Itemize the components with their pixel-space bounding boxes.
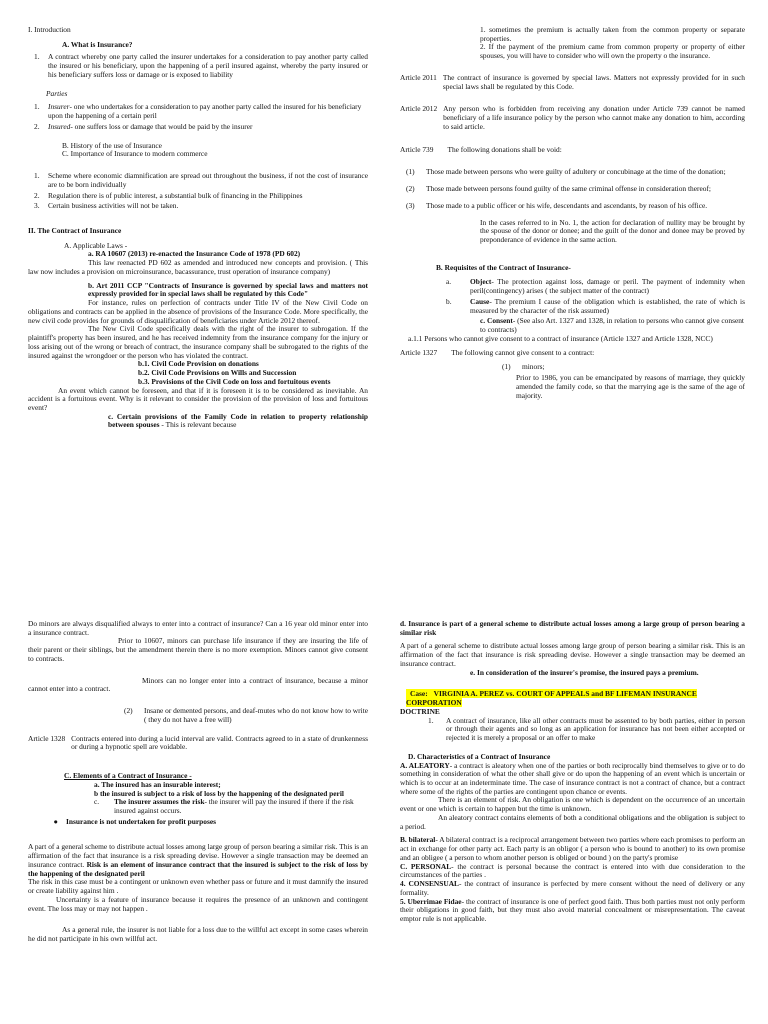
minors-note: Prior to 1986, you can be emancipated by reasons of marriage, they quickly amended the family code, so that the marrying age is the same of the age of majority. bbox=[516, 373, 745, 400]
article-label: Article 2012 bbox=[400, 104, 438, 114]
requisite-number: a. bbox=[446, 277, 452, 287]
case-label: Case: bbox=[406, 689, 428, 698]
quadrant-top-right bbox=[400, 26, 745, 405]
minors-question: Do minors are always disqualified always to enter into a contract of insurance? Can a 16 year old minor enter into a insurance contract. bbox=[28, 619, 368, 637]
article-label: Article 739 bbox=[400, 144, 434, 154]
element-number: c. bbox=[94, 797, 100, 807]
element-term: The insurer assumes the risk bbox=[114, 797, 205, 807]
prior-ra-text: Prior to 10607, minors can purchase life insurance if they are insuring the life of their parent or their siblings, but the amendment therein there is no more exemption. Minors cannot give consent to contracts. bbox=[28, 636, 368, 663]
nonprofit-text: Insurance is not undertaken for profit purposes bbox=[66, 816, 217, 826]
article-text: The contract of insurance is governed by special laws. Matters not expressly provided for in such special laws shall be regulated by this Code. bbox=[442, 72, 745, 91]
insane-item bbox=[118, 707, 368, 724]
element-c bbox=[88, 798, 368, 815]
family-code-label: c. Certain provisions of the Family Code in relation to property relationship between spouses bbox=[108, 411, 368, 430]
requisite-term: Object bbox=[470, 277, 492, 287]
aleatory-term: A. ALEATORY bbox=[400, 760, 450, 770]
importance-item bbox=[28, 192, 368, 201]
quadrant-top-left bbox=[28, 26, 368, 430]
insane-text: Insane or demented persons, and deaf-mutes who do not know how to write ( they do not have a free will) bbox=[144, 706, 368, 724]
contingent-text: The risk in this case must be a contingent or unknown even whether pass or future and it must damnify the insured or create liability against him . bbox=[28, 877, 368, 896]
void-number: (2) bbox=[406, 184, 415, 194]
article-1327 bbox=[400, 349, 745, 358]
void-donation-item bbox=[400, 168, 745, 177]
what-is-insurance-heading: A. What is Insurance? bbox=[62, 39, 133, 49]
minors-item bbox=[496, 363, 745, 372]
art2011-label: b. Art 2011 CCP "Contracts of Insurance is governed by special laws and matters not expressly provided for in special laws shall be regulated by this Code" bbox=[88, 280, 368, 299]
minors-no-longer: Minors can no longer enter into a contract of insurance, because a minor cannot enter into a contract. bbox=[28, 675, 368, 694]
importance-text: Regulation there is of public interest, a substantial bulk of financing in the Philippines bbox=[48, 190, 303, 200]
scheme-text: A part of a general scheme to distribute actual losses among large group of person bearing a similar risk. This is an affirmation of the fact that insurance is risk spreading devise. However a single transaction may be deemed an insurance contract. bbox=[400, 641, 745, 668]
void-donation-item bbox=[400, 185, 745, 194]
article-text: Any person who is forbidden from receiving any donation under Article 739 cannot be named beneficiary of a life insurance policy by the person who cannot make any donation to him, according to said article. bbox=[443, 104, 745, 131]
contract-heading: II. The Contract of Insurance bbox=[28, 226, 122, 236]
doctrine-item bbox=[422, 717, 745, 743]
bullet-icon: ● bbox=[53, 816, 58, 826]
fortuitous-text: An event which cannot be foreseen, and that if it is foreseen it is to be considered as inevitable. An accident is a fortuitous event. Why is it relevant to consider the provision of the provision of loss and fortuitous event? bbox=[28, 385, 368, 412]
minors-text: minors; bbox=[522, 362, 545, 372]
importance-heading: C. Importance of Insurance to modern commerce bbox=[62, 149, 208, 159]
importance-number: 3. bbox=[34, 201, 40, 211]
intro-heading: I. Introduction bbox=[28, 25, 71, 34]
consideration-label: e. In consideration of the insurer's promise, the insured pays a premium. bbox=[470, 667, 699, 677]
party-number: 1. bbox=[34, 102, 40, 112]
article-1328 bbox=[28, 735, 368, 752]
uberrimae-fidae-term: 5. Uberrimae Fidae bbox=[400, 896, 462, 906]
art2011-text-2: The New Civil Code specifically deals with the right of the insurer to subrogation. If the plaintiff's property has been insured, and he has received indemnity from the insurance company for the injury or loss arising out of the wrong or breach of contract, the insurance company shall be subrogated to the rights of the insured against the wrongdoer or the person who has violated the contract. bbox=[28, 324, 368, 360]
doctrine-number: 1. bbox=[428, 715, 434, 725]
party-text: - one who undertakes for a consideration to pay another party called the insured for his beneficiary upon the happening of a certain peril bbox=[48, 102, 362, 121]
quadrant-bottom-right bbox=[400, 620, 745, 924]
family-code-text: - This is relevant because bbox=[159, 420, 237, 430]
common-property-note-1: 1. sometimes the premium is actually taken from the common property or separate properties. bbox=[480, 25, 745, 43]
civil-code-loss: b.3. Provisions of the Civil Code on loss and fortuitous events bbox=[138, 376, 331, 386]
consent-text: - (See also Art. 1327 and 1328, in relation to persons who cannot give consent to contracts) bbox=[480, 316, 744, 335]
requisite-cause bbox=[440, 298, 745, 315]
article-label: Article 2011 bbox=[400, 72, 437, 82]
ra-text: This law reenacted PD 602 as amended and introduced new concepts and provision. ( This law now includes a provision on microinsurance, bacassurance, trust operation of insurance company) bbox=[28, 258, 368, 276]
ra-label: a. RA 10607 (2013) re-enacted the Insurance Code of 1978 (PD 602) bbox=[88, 249, 301, 259]
aleatory-text: - a contract is aleatory when one of the parties or both reciprocally bind themselves to give or to do something in consideration of what the other shall give or do upon the happening of an event which is uncertain or which is to occur at an indeterminate time. The case of insurance contract is not a contract of chance, but a contract where some of the rights of the parties are contingent upon chance or events. bbox=[400, 760, 745, 796]
element-text: - the insurer will pay the insured if there if the risk insured against occurs. bbox=[114, 797, 354, 816]
scheme-label: d. Insurance is part of a general scheme to distribute actual losses among a large group of person bearing a similar risk bbox=[400, 619, 745, 637]
void-number: (3) bbox=[406, 200, 415, 210]
void-donation-item bbox=[400, 202, 745, 211]
general-scheme-text bbox=[28, 843, 368, 878]
consensual-term: 4. CONSENSUAL bbox=[400, 879, 459, 889]
definition-item bbox=[28, 53, 368, 79]
aleatory-conditional-note: An aleatory contract contains elements of both a conditional obligations and the obligation is subject to a period. bbox=[400, 812, 745, 831]
party-insurer bbox=[28, 103, 368, 120]
definition-text: A contract whereby one party called the insurer undertakes for a consideration to pay another party called the insured or his beneficiary, upon the happening of a peril insured against, whereby the party insured or his beneficiary suffers loss or damage or is exposed to liability bbox=[48, 52, 368, 79]
requisite-text: - The protection against loss, damage or peril. The payment of indemnity when peril(contingency) arises ( the subject matter of the contract) bbox=[470, 277, 745, 296]
importance-item bbox=[28, 202, 368, 211]
applicable-laws-heading: A. Applicable Laws - bbox=[64, 240, 128, 250]
definition-number: 1. bbox=[34, 52, 40, 62]
article-2012 bbox=[400, 105, 745, 131]
art2011-text-1: For instance, rules on perfection of contracts under Title IV of the New Civil Code on obligations and contracts can be applied in the absence of provisions of the Insurance Code. More specifically, the new civil code provides for grounds of disqualification of beneficiaries under Article 2012 thereof. bbox=[28, 298, 368, 325]
willful-act-text: As a general rule, the insurer is not liable for a loss due to the willful act except in some cases wherein he did not participate in his own willful act. bbox=[28, 925, 368, 944]
risk-element-note: There is an element of risk. An obligation is one which is dependent on the occurrence of an uncertain event or one which is certain to happen but the time is unknown. bbox=[400, 795, 745, 814]
history-heading: B. History of the use of Insurance bbox=[62, 140, 162, 150]
party-insured bbox=[28, 123, 368, 132]
void-text: Those made between persons found guilty of the same criminal offense in consideration thereof; bbox=[426, 184, 711, 194]
personal-text: - the contract is personal because the contract is entered into with due consideration to the circumstances of the parties . bbox=[400, 861, 746, 880]
article-2011 bbox=[400, 74, 745, 91]
civil-code-donations: b.1. Civil Code Provision on donations bbox=[138, 359, 259, 369]
element-b: b the insured is subject to a risk of loss by the happening of the designated peril bbox=[94, 788, 344, 798]
consent-term: c. Consent bbox=[480, 316, 513, 326]
common-property-note-2: 2. If the payment of the premium came from common property or property of either spouses, you will have to consider who will own the property o the insurance. bbox=[480, 42, 745, 61]
uncertainty-text: Uncertainty is a feature of insurance because it requires the presence of an unknown and contingent event. The loss may or may not happen . bbox=[28, 894, 368, 913]
doctrine-heading: DOCTRINE bbox=[400, 706, 440, 716]
importance-text: Certain business activities will not be taken. bbox=[48, 201, 179, 211]
risk-element-text: Risk is an element of insurance contract that the insured is subject to the risk of loss by the happening of the designated peril bbox=[28, 859, 368, 878]
void-text: Those made between persons who were guilty of adultery or concubinage at the time of the donation; bbox=[426, 167, 726, 177]
void-note: In the cases referred to in No. 1, the action for declaration of nullity may be brought by the spouse of the donor or donee; and the guilt of the donor and donee may be proved by preponderance of evidence in the same action. bbox=[480, 217, 745, 245]
doctrine-text: A contract of insurance, like all other contracts must be assented to by both parties, either in person or through their agents and so long as an application for insurance has not been either accepted or rejected it is merely a proposal or an offer to make bbox=[446, 715, 745, 743]
requisites-heading: B. Requisites of the Contract of Insurance- bbox=[436, 262, 571, 272]
requisite-number: b. bbox=[446, 296, 452, 306]
void-number: (1) bbox=[406, 167, 415, 177]
requisite-text: - The premium I cause of the obligation which is established, the rate of which is measured by the character of the risk assumed) bbox=[470, 296, 745, 315]
quadrant-bottom-left bbox=[28, 620, 368, 949]
general-text: A part of a general scheme to distribute actual losses among large group of person bearing a similar risk. This is an affirmation of the fact that insurance is a risk spreading devise. However a single transaction may be deemed an insurance contract. bbox=[28, 842, 368, 869]
party-text: - one suffers loss or damage that would be paid by the insurer bbox=[70, 121, 253, 131]
civil-code-wills: b.2. Civil Code Provisions on Wills and Succession bbox=[138, 368, 297, 378]
article-label: Article 1328 bbox=[28, 733, 66, 743]
parties-label: Parties bbox=[46, 88, 68, 98]
incapacity-heading: a.1.1 Persons who cannot give consent to a contract of insurance (Article 1327 and Article 1328, NCC) bbox=[408, 333, 713, 343]
case-title: VIRGINIA A. PEREZ vs. COURT OF APPEALS and BF LIFEMAN INSURANCE CORPORATION bbox=[406, 689, 697, 708]
article-label: Article 1327 bbox=[400, 347, 438, 357]
element-a: a. The insured has an insurable interest; bbox=[94, 779, 221, 789]
void-text: Those made to a public officer or his wife, descendants and ascendants, by reason of his office. bbox=[426, 200, 708, 210]
importance-number: 2. bbox=[34, 190, 40, 200]
importance-item bbox=[28, 172, 368, 189]
importance-text: Scheme where economic diamnification are spread out throughout the business, if not the cost of insurance are to be born individually bbox=[48, 171, 368, 189]
requisite-object bbox=[440, 278, 745, 295]
article-text: Contracts entered into during a lucid interval are valid. Contracts agreed to in a state of drunkenness or during a hypnotic spell are voidable. bbox=[71, 733, 368, 752]
party-number: 2. bbox=[34, 121, 40, 131]
minors-number: (1) bbox=[502, 362, 511, 372]
elements-heading: C. Elements of a Contract of Insurance - bbox=[64, 771, 192, 781]
article-text: The following donations shall be void: bbox=[447, 144, 562, 154]
personal-term: C. PERSONAL bbox=[400, 861, 452, 871]
article-text: The following cannot give consent to a contract: bbox=[451, 347, 595, 357]
bilateral-text: - A bilateral contract is a reciprocal arrangement between two parties where each promises to perform an act in exchange for other party act. Each party is an obligor ( a person who is bound to another) to its own promise and an obligee ( a person to whom another person is obliged or bound ) on the party's promise bbox=[400, 835, 745, 862]
party-term: Insured bbox=[48, 121, 71, 131]
nonprofit-bullet bbox=[28, 818, 368, 827]
consensual-text: - the contract of insurance is perfected by mere consent without the need of delivery or any formality. bbox=[400, 879, 746, 897]
insane-number: (2) bbox=[124, 706, 133, 716]
characteristics-heading: D. Characteristics of a Contract of Insurance bbox=[408, 751, 551, 761]
article-739 bbox=[400, 146, 745, 155]
requisite-term: Cause bbox=[470, 296, 490, 306]
party-term: Insurer bbox=[48, 102, 70, 112]
bilateral-term: B. bilateral bbox=[400, 835, 436, 845]
importance-number: 1. bbox=[34, 171, 40, 181]
uberrimae-fidae-text: - the contract of insurance is one of perfect good faith. Thus both parties must not only perform their obligations in good faith, but they must also avoid material concealment or misrepresentation. The caveat emptor rule is not applicable. bbox=[400, 896, 745, 924]
